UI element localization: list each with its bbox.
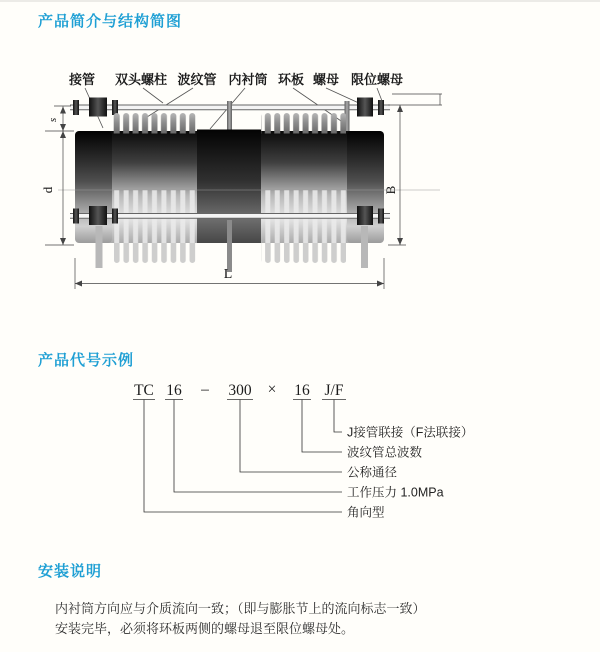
legend-waves: 波纹管总波数	[347, 445, 423, 460]
code-example-diagram	[120, 378, 480, 526]
part-labels	[68, 72, 403, 87]
label-bowenguan: 波纹管	[177, 72, 217, 87]
dim-s: s	[47, 117, 59, 123]
legend-connection: J接管联接（F法联接）	[347, 425, 474, 440]
code-part-waves: 16	[294, 382, 310, 399]
section-title-install: 安装说明	[38, 563, 103, 580]
code-part-times: ×	[267, 381, 277, 398]
label-huanban: 环板	[277, 72, 305, 87]
legend-type: 角向型	[347, 505, 385, 520]
stud-bottom-right	[361, 226, 368, 268]
center-stud-bottom	[227, 220, 232, 272]
label-jieguan: 接管	[68, 72, 96, 87]
legend-diameter: 公称通径	[347, 465, 398, 480]
code-part-pressure: 16	[166, 382, 182, 399]
bellows-top-left	[112, 113, 197, 134]
section-title-code: 产品代号示例	[38, 352, 135, 369]
install-instruction-line: 内衬筒方向应与介质流向一致；（即与膨胀节上的流向标志一致）	[55, 601, 426, 616]
code-connector-lines	[144, 405, 342, 513]
code-part-dash: –	[201, 381, 209, 398]
code-part-type: TC	[134, 382, 154, 399]
structure-diagram	[30, 62, 460, 298]
code-legend	[347, 425, 473, 520]
bellows-top-right	[261, 113, 346, 134]
label-shuangtou: 双头螺柱	[114, 72, 168, 87]
legend-pressure: 工作压力 1.0MPa	[347, 485, 444, 500]
dim-L: L	[223, 267, 233, 282]
bellows-bottom-left	[112, 243, 197, 266]
label-xianwei: 限位螺母	[350, 72, 404, 87]
pipe-left	[75, 131, 112, 243]
code-part-diameter: 300	[228, 382, 252, 399]
code-underlines	[133, 400, 346, 405]
section-title-intro: 产品简介与结构简图	[38, 13, 183, 30]
code-part-connect: J/F	[324, 382, 344, 399]
stud-bottom-left	[96, 226, 103, 268]
code-parts	[134, 381, 344, 399]
dim-d: d	[40, 186, 55, 194]
bellows-bottom-right	[261, 243, 346, 266]
dim-B: B	[383, 185, 398, 195]
install-instruction-line: 安装完毕，必须将环板两侧的螺母退至限位螺母处。	[55, 621, 355, 636]
label-neichentong: 内衬筒	[228, 72, 268, 87]
label-luomu: 螺母	[312, 72, 340, 87]
